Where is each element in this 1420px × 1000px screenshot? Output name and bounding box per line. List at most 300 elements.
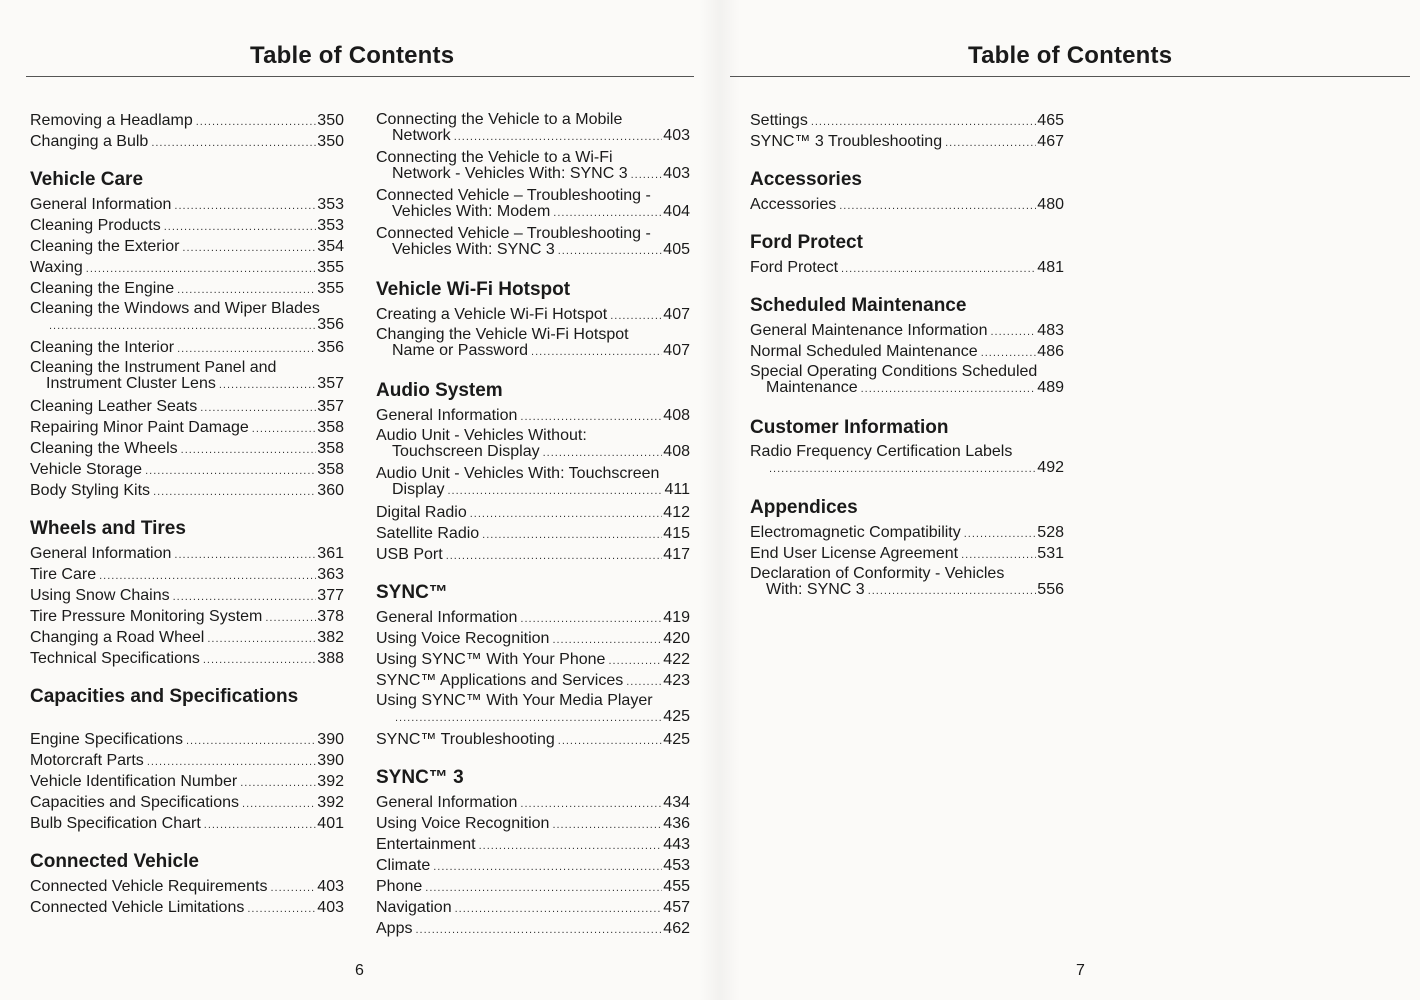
dot-leader xyxy=(543,445,663,461)
toc-entry-title: Cleaning the Wheels xyxy=(30,440,178,457)
toc-page-number: 408 xyxy=(663,407,690,424)
dot-leader xyxy=(173,587,317,608)
toc-entry-continuation xyxy=(30,317,344,334)
toc-entry-title-cont: Name or Password xyxy=(392,342,529,359)
toc-entry-title: Normal Scheduled Maintenance xyxy=(750,343,978,360)
toc-page-number: 356 xyxy=(317,339,344,356)
toc-entry-title: Using Voice Recognition xyxy=(376,630,550,647)
dot-leader xyxy=(839,196,1036,217)
toc-entry[interactable] xyxy=(376,523,690,544)
dot-leader xyxy=(454,129,663,145)
toc-page-number: 382 xyxy=(317,629,344,646)
toc-entry-continuation xyxy=(376,444,690,461)
toc-entry[interactable] xyxy=(30,771,344,792)
toc-entry-title: Electromagnetic Compatibility xyxy=(750,524,961,541)
toc-entry[interactable] xyxy=(376,426,690,464)
toc-page-number: 407 xyxy=(663,306,690,323)
toc-entry[interactable] xyxy=(30,215,344,236)
toc-entry-title: General Information xyxy=(30,545,172,562)
toc-entry-title: Declaration of Conformity - Vehicles xyxy=(750,565,1005,582)
toc-entry[interactable] xyxy=(376,464,690,502)
dot-leader xyxy=(200,398,316,419)
toc-entry-title: SYNC™ Troubleshooting xyxy=(376,731,555,748)
toc-page-number: 443 xyxy=(663,836,690,853)
toc-entry-title: Using SYNC™ With Your Media Player xyxy=(376,692,653,709)
dot-leader xyxy=(240,773,316,794)
toc-entry-continuation xyxy=(376,166,690,183)
toc-entry-title: Cleaning the Exterior xyxy=(30,238,180,255)
toc-entry[interactable] xyxy=(376,628,690,649)
toc-page-number: 357 xyxy=(317,375,344,392)
toc-page-number: 403 xyxy=(317,878,344,895)
dot-leader xyxy=(455,899,663,920)
dot-leader xyxy=(470,504,663,525)
toc-entry[interactable] xyxy=(30,236,344,257)
toc-entry-continuation xyxy=(376,343,690,360)
dot-leader xyxy=(219,377,316,393)
toc-entry[interactable] xyxy=(750,543,1064,564)
dot-leader xyxy=(204,815,317,836)
toc-page-number: 420 xyxy=(663,630,690,647)
toc-page-number: 481 xyxy=(1037,259,1064,276)
toc-entry-title: Changing the Vehicle Wi-Fi Hotspot xyxy=(376,326,629,343)
toc-entry[interactable] xyxy=(750,341,1064,362)
toc-entry-title: Audio Unit - Vehicles With: Touchscreen xyxy=(376,465,660,482)
toc-column-2 xyxy=(376,110,690,939)
toc-entry-title: Waxing xyxy=(30,259,83,276)
toc-entry-title: Radio Frequency Certification Labels xyxy=(750,443,1013,460)
toc-entry[interactable] xyxy=(30,438,344,459)
toc-column-1 xyxy=(30,110,344,918)
toc-entry-title: Using SYNC™ With Your Phone xyxy=(376,651,606,668)
toc-entry-title: Special Operating Conditions Scheduled xyxy=(750,363,1038,380)
dot-leader xyxy=(147,752,316,773)
toc-page-number: 425 xyxy=(663,731,690,748)
toc-entry-title: General Information xyxy=(30,196,172,213)
toc-entry[interactable] xyxy=(30,131,344,152)
toc-page-number: 455 xyxy=(663,878,690,895)
dot-leader xyxy=(446,546,663,567)
dot-leader xyxy=(49,318,316,334)
dot-leader xyxy=(520,794,662,815)
toc-entry-title: Motorcraft Parts xyxy=(30,752,144,769)
toc-entry[interactable] xyxy=(376,502,690,523)
toc-entry-title: SYNC™ 3 Troubleshooting xyxy=(750,133,943,150)
toc-entry[interactable] xyxy=(30,792,344,813)
dot-leader xyxy=(242,794,316,815)
dot-leader xyxy=(86,259,317,280)
right-page xyxy=(710,0,1420,1000)
toc-entry-title: Cleaning the Windows and Wiper Blades xyxy=(30,300,320,317)
toc-page-number: 412 xyxy=(663,504,690,521)
toc-page-number: 436 xyxy=(663,815,690,832)
toc-entry-title: Capacities and Specifications xyxy=(30,794,240,811)
section-heading: Wheels and Tires xyxy=(30,518,186,539)
toc-entry[interactable] xyxy=(376,224,690,262)
toc-page-number: 403 xyxy=(317,899,344,916)
toc-page-number: 467 xyxy=(1037,133,1064,150)
toc-page-number: 353 xyxy=(317,196,344,213)
toc-entry-title: Using Voice Recognition xyxy=(376,815,550,832)
section-heading: Audio System xyxy=(376,380,503,401)
dot-leader xyxy=(174,545,316,566)
dot-leader xyxy=(196,112,317,133)
page-number: 6 xyxy=(355,962,364,979)
toc-entry[interactable] xyxy=(376,876,690,897)
section-heading: Scheduled Maintenance xyxy=(750,295,967,316)
toc-entry[interactable] xyxy=(376,691,690,729)
toc-entry-title: Connecting the Vehicle to a Wi-Fi xyxy=(376,149,613,166)
dot-leader xyxy=(552,815,662,836)
toc-entry-title-cont: Display xyxy=(392,481,445,498)
toc-entry[interactable] xyxy=(750,110,1064,131)
toc-entry-title: Creating a Vehicle Wi-Fi Hotspot xyxy=(376,306,608,323)
toc-entry[interactable] xyxy=(30,459,344,480)
toc-page-number: 457 xyxy=(663,899,690,916)
toc-entry[interactable] xyxy=(30,627,344,648)
dot-leader xyxy=(841,259,1036,280)
section-heading: Customer Information xyxy=(750,417,949,438)
toc-entry-title: Technical Specifications xyxy=(30,650,200,667)
toc-page-number: 358 xyxy=(317,419,344,436)
toc-entry-title: Ford Protect xyxy=(750,259,839,276)
toc-entry[interactable] xyxy=(376,729,690,750)
toc-page-number: 489 xyxy=(1037,379,1064,396)
dot-leader xyxy=(203,650,316,671)
toc-entry-title: Climate xyxy=(376,857,431,874)
toc-page-number: 378 xyxy=(317,608,344,625)
toc-entry-title: USB Port xyxy=(376,546,443,563)
toc-entry-title: Using Snow Chains xyxy=(30,587,170,604)
toc-page-number: 363 xyxy=(317,566,344,583)
toc-page-number: 361 xyxy=(317,545,344,562)
dot-leader xyxy=(531,344,662,360)
toc-entry[interactable] xyxy=(30,543,344,564)
toc-entry-title: General Maintenance Information xyxy=(750,322,988,339)
toc-entry[interactable] xyxy=(30,897,344,918)
toc-entry-title: Phone xyxy=(376,878,423,895)
dot-leader xyxy=(552,630,662,651)
toc-entry-title: Vehicle Identification Number xyxy=(30,773,238,790)
toc-page-number: 486 xyxy=(1037,343,1064,360)
toc-entry[interactable] xyxy=(30,648,344,669)
dot-leader xyxy=(558,731,663,752)
toc-page-number: 392 xyxy=(317,794,344,811)
toc-page-number: 528 xyxy=(1037,524,1064,541)
toc-page-number: 419 xyxy=(663,609,690,626)
dot-leader xyxy=(861,381,1037,397)
toc-page-number: 480 xyxy=(1037,196,1064,213)
section-heading: Connected Vehicle xyxy=(30,851,199,872)
toc-entry-continuation xyxy=(750,460,1064,477)
toc-entry-title: Vehicle Storage xyxy=(30,461,143,478)
toc-entry-continuation xyxy=(30,376,344,393)
dot-leader xyxy=(868,583,1037,599)
dot-leader xyxy=(174,196,316,217)
toc-entry-title: SYNC™ Applications and Services xyxy=(376,672,624,689)
toc-entry[interactable] xyxy=(376,607,690,628)
toc-entry-title: Cleaning Leather Seats xyxy=(30,398,198,415)
dot-leader xyxy=(182,238,316,259)
toc-entry[interactable] xyxy=(376,110,690,148)
toc-entry[interactable] xyxy=(376,813,690,834)
dot-leader xyxy=(181,440,317,461)
toc-entry-title-cont: Maintenance xyxy=(766,379,858,396)
toc-entry[interactable] xyxy=(30,337,344,358)
toc-entry[interactable] xyxy=(30,110,344,131)
dot-leader xyxy=(990,322,1036,343)
toc-entry[interactable] xyxy=(30,876,344,897)
toc-page-number: 350 xyxy=(317,112,344,129)
toc-page-number: 531 xyxy=(1037,545,1064,562)
toc-page-number: 353 xyxy=(317,217,344,234)
toc-entry-title: Digital Radio xyxy=(376,504,467,521)
toc-entry-title-cont: Vehicles With: Modem xyxy=(392,203,551,220)
toc-entry-continuation xyxy=(376,128,690,145)
toc-page-number: 388 xyxy=(317,650,344,667)
dot-leader xyxy=(252,419,317,440)
toc-page-number: 423 xyxy=(663,672,690,689)
toc-entry[interactable] xyxy=(30,813,344,834)
toc-entry-continuation xyxy=(750,582,1064,599)
toc-page-number: 422 xyxy=(663,651,690,668)
toc-page-number: 415 xyxy=(663,525,690,542)
toc-entry[interactable] xyxy=(750,131,1064,152)
dot-leader xyxy=(433,857,662,878)
toc-entry-title-cont: Instrument Cluster Lens xyxy=(46,375,216,392)
toc-page-number: 404 xyxy=(663,203,690,220)
toc-entry[interactable] xyxy=(376,148,690,186)
dot-leader xyxy=(447,483,663,499)
toc-entry-title-cont: Touchscreen Display xyxy=(392,443,540,460)
toc-page-number: 411 xyxy=(664,481,690,498)
toc-entry-title: Connected Vehicle – Troubleshooting - xyxy=(376,187,651,204)
toc-page-number: 483 xyxy=(1037,322,1064,339)
dot-leader xyxy=(626,672,662,693)
toc-entry[interactable] xyxy=(376,670,690,691)
dot-leader xyxy=(811,112,1036,133)
dot-leader xyxy=(769,461,1036,477)
toc-page-number: 403 xyxy=(663,165,690,182)
toc-entry[interactable] xyxy=(376,186,690,224)
toc-page-number: 465 xyxy=(1037,112,1064,129)
toc-entry[interactable] xyxy=(750,257,1064,278)
toc-entry[interactable] xyxy=(30,396,344,417)
dot-leader xyxy=(482,525,662,546)
section-heading: Vehicle Wi-Fi Hotspot xyxy=(376,279,571,300)
toc-page-number: 354 xyxy=(317,238,344,255)
dot-leader xyxy=(177,339,316,360)
toc-page-number: 358 xyxy=(317,461,344,478)
toc-entry-title: Cleaning the Interior xyxy=(30,339,175,356)
toc-entry[interactable] xyxy=(30,257,344,278)
toc-entry-title: General Information xyxy=(376,407,518,424)
toc-page-number: 453 xyxy=(663,857,690,874)
toc-entry[interactable] xyxy=(30,194,344,215)
toc-entry-title: Connected Vehicle Requirements xyxy=(30,878,268,895)
toc-entry-title: Body Styling Kits xyxy=(30,482,151,499)
toc-entry[interactable] xyxy=(376,855,690,876)
toc-entry[interactable] xyxy=(750,442,1064,480)
dot-leader xyxy=(270,878,316,899)
dot-leader xyxy=(247,899,316,920)
toc-entry-title-cont: Network - Vehicles With: SYNC 3 xyxy=(392,165,628,182)
dot-leader xyxy=(153,482,316,503)
dot-leader xyxy=(961,545,1036,566)
toc-entry-title: Tire Care xyxy=(30,566,97,583)
toc-entry[interactable] xyxy=(30,480,344,501)
section-heading: SYNC™ 3 xyxy=(376,767,464,788)
toc-entry[interactable] xyxy=(750,564,1064,602)
toc-entry-title: Cleaning the Engine xyxy=(30,280,175,297)
toc-entry-title: Tire Pressure Monitoring System xyxy=(30,608,263,625)
toc-entry[interactable] xyxy=(30,278,344,299)
toc-entry-title: Connected Vehicle – Troubleshooting - xyxy=(376,225,651,242)
dot-leader xyxy=(145,461,316,482)
toc-entry-title: Satellite Radio xyxy=(376,525,480,542)
toc-page-number: 407 xyxy=(663,342,690,359)
toc-entry-title: Connecting the Vehicle to a Mobile xyxy=(376,111,623,128)
toc-entry[interactable] xyxy=(30,729,344,750)
section-heading: SYNC™ xyxy=(376,582,448,603)
toc-entry-title: Repairing Minor Paint Damage xyxy=(30,419,249,436)
toc-page-number: 462 xyxy=(663,920,690,937)
dot-leader xyxy=(610,306,662,327)
toc-page-number: 358 xyxy=(317,440,344,457)
toc-column-1 xyxy=(750,110,1064,602)
toc-page-number: 357 xyxy=(317,398,344,415)
section-heading: Ford Protect xyxy=(750,232,863,253)
toc-page-number: 403 xyxy=(663,127,690,144)
toc-entry-title-cont: Network xyxy=(392,127,451,144)
toc-page-number: 355 xyxy=(317,280,344,297)
toc-entry[interactable] xyxy=(376,834,690,855)
dot-leader xyxy=(99,566,316,587)
section-heading: Accessories xyxy=(750,169,862,190)
toc-page-number: 356 xyxy=(317,316,344,333)
toc-entry[interactable] xyxy=(750,194,1064,215)
toc-entry[interactable] xyxy=(376,304,690,325)
title-divider xyxy=(730,76,1410,77)
toc-page-number: 392 xyxy=(317,773,344,790)
toc-entry[interactable] xyxy=(30,299,344,337)
toc-entry-title: General Information xyxy=(376,609,518,626)
dot-leader xyxy=(520,609,662,630)
toc-entry[interactable] xyxy=(30,750,344,771)
section-heading: Appendices xyxy=(750,497,858,518)
toc-page-number: 350 xyxy=(317,133,344,150)
toc-entry[interactable] xyxy=(376,792,690,813)
dot-leader xyxy=(207,629,316,650)
toc-entry-title: Cleaning the Instrument Panel and xyxy=(30,359,277,376)
dot-leader xyxy=(415,920,662,941)
page-title: Table of Contents xyxy=(968,42,1173,69)
toc-entry-continuation xyxy=(376,482,690,499)
title-divider xyxy=(26,76,694,77)
dot-leader xyxy=(553,205,662,221)
dot-leader xyxy=(425,878,662,899)
toc-entry-continuation xyxy=(376,242,690,259)
toc-entry[interactable] xyxy=(376,649,690,670)
toc-entry[interactable] xyxy=(30,606,344,627)
toc-page-number: 360 xyxy=(317,482,344,499)
toc-entry[interactable] xyxy=(376,544,690,565)
toc-entry[interactable] xyxy=(750,522,1064,543)
section-heading: Capacities and Specifications xyxy=(30,686,299,707)
toc-entry-title: Apps xyxy=(376,920,413,937)
toc-entry-title: General Information xyxy=(376,794,518,811)
dot-leader xyxy=(520,407,662,428)
page-number: 7 xyxy=(1076,962,1085,979)
dot-leader xyxy=(395,710,662,726)
dot-leader xyxy=(151,133,316,154)
toc-entry-title: Entertainment xyxy=(376,836,476,853)
toc-entry-title: Bulb Specification Chart xyxy=(30,815,201,832)
section-heading: Vehicle Care xyxy=(30,169,144,190)
toc-page-number: 405 xyxy=(663,241,690,258)
toc-entry[interactable] xyxy=(750,320,1064,341)
toc-page-number: 408 xyxy=(663,443,690,460)
dot-leader xyxy=(964,524,1037,545)
toc-entry-continuation xyxy=(376,709,690,726)
toc-page-number: 390 xyxy=(317,752,344,769)
toc-page-number: 377 xyxy=(317,587,344,604)
toc-page-number: 425 xyxy=(663,708,690,725)
toc-entry-title: Engine Specifications xyxy=(30,731,183,748)
toc-entry[interactable] xyxy=(30,358,344,396)
toc-entry-title: Connected Vehicle Limitations xyxy=(30,899,245,916)
page-title: Table of Contents xyxy=(250,42,455,69)
toc-entry-continuation xyxy=(376,204,690,221)
toc-page-number: 401 xyxy=(317,815,344,832)
toc-entry-title-cont: With: SYNC 3 xyxy=(766,581,865,598)
toc-entry[interactable] xyxy=(30,417,344,438)
toc-entry[interactable] xyxy=(376,918,690,939)
toc-entry[interactable] xyxy=(376,405,690,426)
toc-entry[interactable] xyxy=(376,897,690,918)
toc-entry[interactable] xyxy=(376,325,690,363)
toc-entry[interactable] xyxy=(30,585,344,606)
toc-entry-title: Settings xyxy=(750,112,808,129)
toc-entry-title: Changing a Road Wheel xyxy=(30,629,205,646)
dot-leader xyxy=(558,243,663,259)
toc-entry[interactable] xyxy=(30,564,344,585)
toc-page-number: 417 xyxy=(663,546,690,563)
dot-leader xyxy=(981,343,1037,364)
toc-page-number: 434 xyxy=(663,794,690,811)
dot-leader xyxy=(631,167,663,183)
toc-entry-title: Navigation xyxy=(376,899,452,916)
dot-leader xyxy=(265,608,316,629)
toc-entry-title: Accessories xyxy=(750,196,837,213)
toc-entry-title: Audio Unit - Vehicles Without: xyxy=(376,427,587,444)
dot-leader xyxy=(164,217,317,238)
toc-page-number: 492 xyxy=(1037,459,1064,476)
toc-entry-title: End User License Agreement xyxy=(750,545,959,562)
toc-entry-title: Changing a Bulb xyxy=(30,133,149,150)
toc-page-number: 390 xyxy=(317,731,344,748)
toc-entry-continuation xyxy=(750,380,1064,397)
toc-entry-title: Cleaning Products xyxy=(30,217,161,234)
dot-leader xyxy=(177,280,316,301)
toc-entry[interactable] xyxy=(750,362,1064,400)
dot-leader xyxy=(945,133,1036,154)
toc-page-number: 355 xyxy=(317,259,344,276)
dot-leader xyxy=(608,651,662,672)
toc-entry-title-cont: Vehicles With: SYNC 3 xyxy=(392,241,555,258)
toc-entry-title: Removing a Headlamp xyxy=(30,112,193,129)
dot-leader xyxy=(186,731,316,752)
